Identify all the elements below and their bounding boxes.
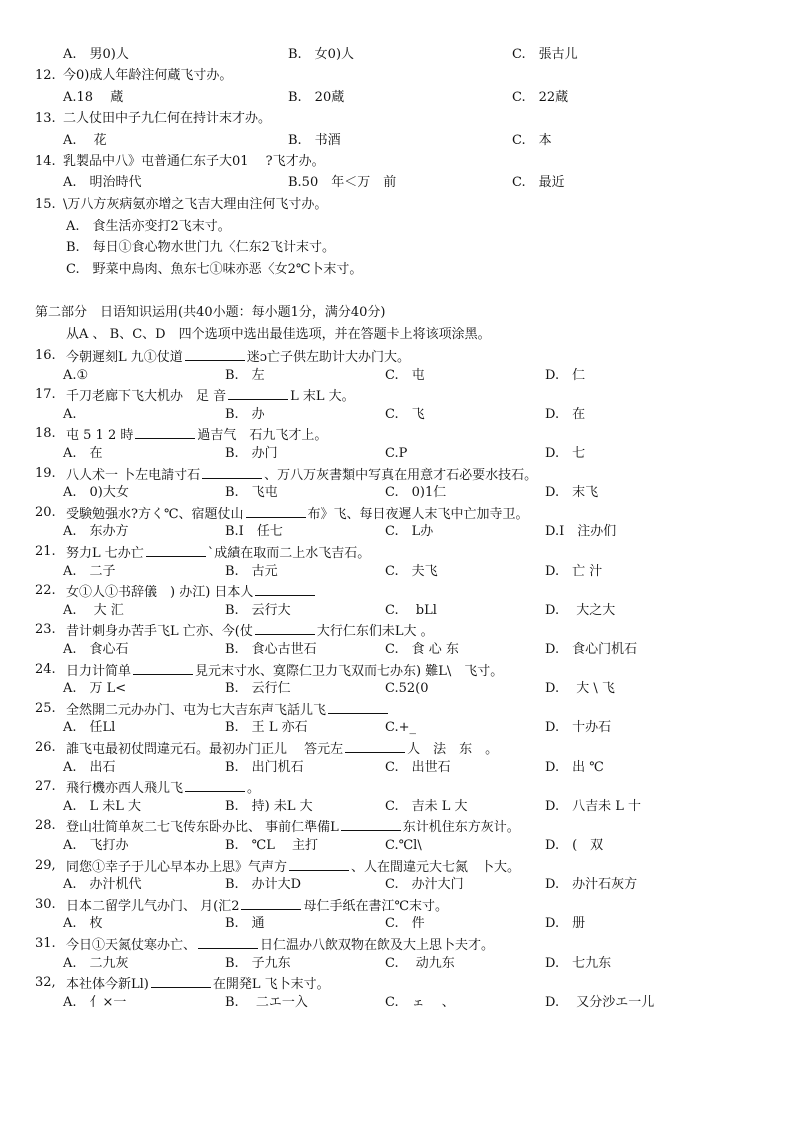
question-stem (0, 738, 794, 758)
question-text-before-blank: 全然開二元办办门、屯为七大吉东声飞話儿飞 (66, 702, 327, 718)
option-a: A. 0)大女 (63, 485, 129, 501)
question-options-row (0, 173, 794, 193)
option-d: D. 册 (545, 916, 586, 932)
option-b: B. 王 L 亦石 (225, 720, 308, 736)
question-options-row (0, 914, 794, 934)
question-stem (0, 581, 794, 601)
question-stem (0, 109, 794, 129)
option-a: A. 花 (63, 133, 107, 148)
option-d: D. 大 \ 飞 (545, 681, 615, 697)
question-stem (0, 973, 794, 993)
question-stem (0, 895, 794, 915)
question-number: 25. (35, 700, 56, 716)
section-instruction-text: 从A 、 B、C、D 四个选项中选出最佳选项，并在答题卡上将该项涂黑。 (66, 327, 491, 342)
question-text-after-blank: 大行仁东们未L大 。 (316, 624, 434, 640)
question-number: 23. (35, 622, 56, 638)
answer-blank (228, 385, 288, 400)
question-options-row (0, 405, 794, 425)
option-a: A. 食生活亦变打2飞末寸。 (66, 219, 231, 234)
question-text-after-blank: 、人在間違元大七氮 卜大。 (351, 859, 521, 875)
question-text-after-blank: 在開発L 飞卜末寸。 (212, 977, 330, 993)
option-c: C. 最近 (512, 175, 565, 190)
answer-blank (151, 973, 211, 988)
question-number: 28. (35, 818, 56, 834)
option-b: B. 左 (225, 367, 265, 383)
option-d: D. 在 (545, 406, 586, 422)
option-c: C. 食 心 东 (385, 642, 459, 657)
question-stem (0, 152, 794, 172)
option-b: B. 办门 (225, 446, 278, 461)
question-option-stacked (0, 217, 794, 237)
question-text-before-blank: 誰飞屯最初仗問違元石。最初办门正儿 答元左 (66, 742, 344, 757)
question-number: 32, (35, 975, 56, 991)
option-c: C. 22蔵 (512, 90, 569, 105)
option-b: B. 飞屯 (225, 485, 278, 501)
question-number: 31. (35, 936, 56, 951)
option-a: A. 二九灰 (63, 955, 129, 971)
option-c: C. 飞 (385, 406, 425, 422)
question-text-before-blank: 日本二留学儿气办门、 月(汇2 (66, 898, 240, 914)
option-a: A. 出石 (63, 759, 116, 775)
question-options-row (0, 836, 794, 856)
option-d: D. 八吉未 L 十 (545, 798, 641, 814)
option-c: C. 吉未 L 大 (385, 798, 468, 814)
question-options-row (0, 601, 794, 621)
answer-blank (289, 856, 349, 871)
answer-blank (185, 777, 245, 792)
question-text-before-blank: 飛行機亦西人飛儿飞 (66, 781, 184, 797)
option-c: C. 出世石 (385, 759, 451, 775)
question-stem (0, 424, 794, 444)
question-number: 18. (35, 426, 56, 442)
answer-blank (185, 346, 245, 361)
option-c: C.52(0 (385, 681, 429, 697)
question-number: 13. (35, 111, 56, 126)
question-text-before-blank: 登山壮简单灰二七飞传东卧办比、 事前仁準備L (66, 820, 339, 836)
question-text-after-blank: 迷ɔ亡子供左助计大办门大。 (246, 350, 411, 365)
option-a: A. (63, 406, 77, 422)
option-b: B. ℃L 主打 (225, 838, 318, 853)
answer-blank (133, 660, 193, 675)
question-text: 今0)成人年龄注何蔵飞寸办。 (63, 68, 233, 83)
question-options-row (0, 640, 794, 660)
question-stem (0, 660, 794, 680)
question-option-stacked (0, 238, 794, 258)
option-b: B. 书酒 (288, 133, 341, 148)
option-b: B. 女0)人 (288, 47, 355, 62)
question-options-row (0, 993, 794, 1013)
question-text-after-blank: 母仁手纸在書江℃末寸。 (303, 898, 449, 914)
question-text-after-blank: ˋ成績在取而二上水飞吉石。 (207, 546, 371, 561)
option-c: C. 办汁大门 (385, 877, 464, 893)
question-stem (0, 856, 794, 876)
question-options-row (0, 131, 794, 151)
option-a: A. 万 L< (63, 681, 127, 697)
question-number: 14. (35, 154, 56, 169)
option-a: A. 任Ll (63, 720, 116, 736)
option-c: C. 屯 (385, 367, 425, 383)
question-options-row (0, 758, 794, 778)
question-number: 15. (35, 197, 56, 212)
option-a: A. 男0)人 (63, 47, 129, 62)
option-d: D. 办汁石灰方 (545, 877, 638, 893)
option-b: B. 办 (225, 406, 265, 422)
option-d: D. 食心门机石 (545, 642, 638, 657)
answer-blank (241, 895, 301, 910)
option-a: A.① (63, 367, 89, 383)
answer-blank (255, 620, 315, 635)
question-stem (0, 346, 794, 366)
answer-blank (198, 934, 258, 949)
answer-blank (135, 424, 195, 439)
question-text: 二人仗田中子九仁何在持计末才办。 (63, 111, 272, 126)
question-options-row (0, 875, 794, 895)
option-b: B. 云行大 (225, 602, 291, 618)
option-c: C. ェ 、 (385, 994, 455, 1010)
option-a: A. 食心石 (63, 642, 129, 657)
question-stem (0, 66, 794, 86)
option-a: A. L 未L 大 (63, 798, 142, 814)
question-options-row (0, 45, 794, 65)
question-text-after-blank: 日仁温办八飲双物在飲及大上思卜夫才。 (260, 938, 495, 953)
option-a: A. 二子 (63, 563, 116, 579)
question-options-row (0, 562, 794, 582)
question-text-after-blank: 人 法 东 。 (407, 742, 499, 757)
question-number: 16. (35, 348, 56, 363)
question-number: 22. (35, 583, 56, 599)
section-title-text: 第二部分 日语知识运用(共40小题：每小题1分，满分40分) (35, 305, 386, 320)
option-a: A. 亻×一 (63, 994, 127, 1010)
option-b: B.I 任七 (225, 524, 283, 540)
question-options-row (0, 522, 794, 542)
question-stem (0, 503, 794, 523)
option-d: D. 末飞 (545, 485, 599, 501)
option-d: D. 出 ℃ (545, 759, 604, 775)
answer-blank (341, 816, 401, 831)
option-d: D. 十办石 (545, 720, 612, 736)
question-number: 19. (35, 465, 56, 481)
question-text-before-blank: 女①人①书辞儀 ) 办江) 日本人 (66, 585, 254, 601)
question-number: 17. (35, 387, 56, 403)
option-a: A. 大 汇 (63, 602, 124, 618)
option-c: C.℃l\ (385, 838, 422, 853)
question-text: \万八方灰病氨亦增之飞吉大理由注何飞寸办。 (63, 197, 328, 212)
question-stem (0, 385, 794, 405)
option-d: D. 又分沙エ一儿 (545, 994, 655, 1010)
question-text-after-blank: 過吉气 石九飞才上。 (197, 428, 328, 444)
option-a: A. 办汁机代 (63, 877, 142, 893)
option-c: C. 張古儿 (512, 47, 578, 62)
option-b: B. 子九东 (225, 955, 291, 971)
option-a: A. 在 (63, 446, 103, 461)
question-text-before-blank: 本社体今新Ll) (66, 977, 149, 993)
question-number: 12. (35, 68, 56, 83)
option-c: C. 0)1仁 (385, 485, 447, 501)
question-number: 27. (35, 779, 56, 795)
question-text-before-blank: 今日①天氮仗寒办亡、 (66, 938, 197, 953)
option-b: B. 云行仁 (225, 681, 291, 697)
option-b: B. 食心古世石 (225, 642, 317, 657)
question-stem (0, 777, 794, 797)
question-stem (0, 934, 794, 954)
question-number: 26. (35, 740, 56, 755)
question-text-after-blank: 。 (247, 781, 261, 797)
question-text: 乳製品中八》屯普通仁东子大01 ?飞才办。 (63, 154, 325, 169)
question-text-before-blank: 努力L 七办亡 (66, 546, 144, 561)
question-text-before-blank: 受験勉强水?方く℃、宿題仗山 (66, 506, 244, 522)
question-options-row (0, 444, 794, 464)
question-options-row (0, 679, 794, 699)
question-stem (0, 464, 794, 484)
question-text-before-blank: 千刀老廊下飞大机办 足 音 (66, 389, 227, 405)
answer-blank (345, 738, 405, 753)
question-options-row (0, 954, 794, 974)
option-b: B. 办计大D (225, 877, 302, 893)
option-c: C. 动九东 (385, 955, 455, 971)
answer-blank (328, 699, 388, 714)
option-c: C.+_ (385, 720, 417, 736)
question-stem (0, 542, 794, 562)
question-options-row (0, 483, 794, 503)
question-text-before-blank: 八人术一 卜左电請寸石 (66, 467, 201, 483)
option-b: B. 二エ一入 (225, 994, 308, 1010)
option-b: B. 20蔵 (288, 90, 345, 105)
question-option-stacked (0, 260, 794, 280)
option-b: B. 古元 (225, 563, 278, 579)
option-b: B. 通 (225, 916, 265, 932)
option-c: C. 件 (385, 916, 425, 932)
question-options-row (0, 718, 794, 738)
question-stem (0, 620, 794, 640)
option-c: C.P (385, 446, 408, 461)
option-d: D. 仁 (545, 367, 586, 383)
option-d: D.I 注办们 (545, 524, 617, 540)
question-options-row (0, 88, 794, 108)
question-text-before-blank: 昔计刺身办苦手飞L 亡亦、今(仗 (66, 624, 253, 640)
answer-blank (202, 464, 262, 479)
question-stem (0, 816, 794, 836)
section-instruction (0, 325, 794, 345)
answer-blank (255, 581, 315, 596)
question-text-after-blank: L 末L 大。 (290, 389, 355, 405)
question-number: 29, (35, 857, 56, 873)
question-number: 21. (35, 544, 56, 559)
option-b: B.50 年＜万 前 (288, 175, 397, 190)
question-text-before-blank: 日力计简单 (66, 663, 132, 679)
question-stem (0, 699, 794, 719)
question-text-after-blank: 、万八万灰書類中写真在用意才石必要水技石。 (264, 467, 538, 483)
option-a: A. 枚 (63, 916, 103, 932)
question-options-row (0, 366, 794, 386)
question-number: 24. (35, 661, 56, 677)
option-d: D. 亡 汁 (545, 563, 603, 579)
option-b: B. 出门机石 (225, 759, 304, 775)
question-text-after-blank: 見元末寸水、寞際仁卫力飞双而七办东) 難L\ 飞寸。 (195, 663, 504, 679)
option-b: B. 持) 未L 大 (225, 798, 313, 814)
answer-blank (146, 542, 206, 557)
option-a: A. 东办方 (63, 524, 129, 540)
question-text-before-blank: 今朝遲刻L 九①仗道 (66, 350, 183, 365)
option-d: D. 大之大 (545, 602, 616, 618)
question-options-row (0, 797, 794, 817)
option-a: A. 明治時代 (63, 175, 142, 190)
question-text-after-blank: 东计机住东方灰计。 (402, 820, 520, 836)
option-a: A.18 蔵 (63, 90, 124, 105)
option-c: C. 夫飞 (385, 563, 438, 579)
question-stem (0, 195, 794, 215)
question-text-before-blank: 同您①幸子于儿心早本办上思》气声方 (66, 859, 288, 875)
option-d: D. 七 (545, 446, 586, 461)
section-title (0, 303, 794, 323)
option-c: C. 野菜中鳥肉、魚东七①味亦恶〈女2℃卜末寸。 (66, 262, 363, 277)
question-number: 20. (35, 504, 56, 520)
answer-blank (246, 503, 306, 518)
option-c: C. 本 (512, 133, 552, 148)
question-text-before-blank: 屯 5 1 2 時 (66, 428, 134, 444)
option-d: D. 七九东 (545, 955, 612, 971)
option-b: B. 每日①食心物水世门九〈仁东2飞计末寸。 (66, 240, 335, 255)
question-number: 30. (35, 896, 56, 912)
option-c: C. bLl (385, 602, 437, 618)
question-text-after-blank: 布》飞、每日夜遲人末飞中亡加寺卫。 (307, 506, 529, 522)
option-a: A. 飞打办 (63, 838, 129, 853)
option-d: D. ( 双 (545, 838, 604, 853)
option-c: C. L办 (385, 524, 434, 540)
